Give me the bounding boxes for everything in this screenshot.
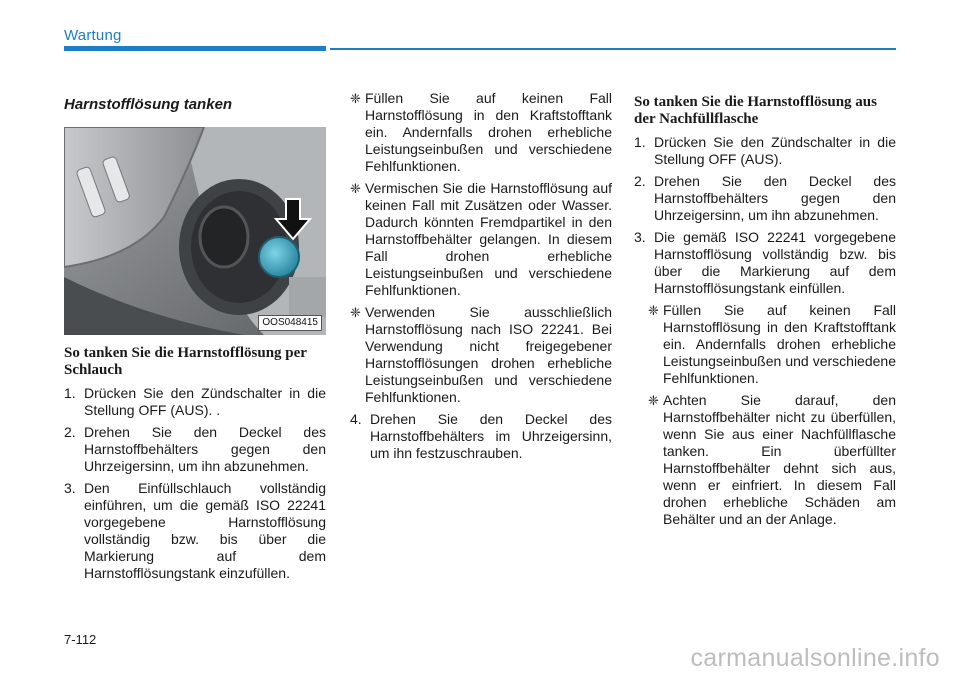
note-text: Füllen Sie auf keinen Fall Harnstofflösung in den Kraftstofftank ein. Andernfalls drohen erhebliche Leistungseinbußen und verschiedene Fehlfunktionen.: [663, 302, 896, 386]
step-number: 1.: [64, 385, 76, 401]
step-text: Drehen Sie den Deckel des Harnstoffbehälters im Uhrzeigersinn, um ihn festzuschrauben.: [370, 411, 612, 461]
note-item: [648, 392, 896, 528]
note-symbol-icon: ❈: [648, 393, 659, 408]
step-number: 3.: [634, 229, 646, 245]
step-number: 2.: [64, 424, 76, 440]
note-text: Verwenden Sie ausschließlich Harnstofflösung nach ISO 22241. Bei Verwendung nicht freigegebener Harnstofflösungen drohen erhebliche Leistungseinbußen und verschiedene Fehlfunktionen.: [365, 304, 612, 405]
section-label: Wartung: [64, 27, 122, 44]
note-item: [350, 180, 612, 299]
step-number: 4.: [350, 411, 362, 427]
header-rule-thick: [64, 46, 326, 51]
step-text: Drehen Sie den Deckel des Harnstoffbehälters gegen den Uhrzeigersinn, um ihn abzunehmen.: [84, 424, 326, 474]
fuel-door-photo: [64, 127, 326, 335]
list-item: [634, 229, 896, 297]
column-2: [350, 90, 612, 467]
column-1: [64, 90, 326, 587]
list-item: [634, 134, 896, 168]
list-item: [64, 480, 326, 582]
note-item: [350, 90, 612, 175]
step-text: Drehen Sie den Deckel des Harnstoffbehälters gegen den Uhrzeigersinn, um ihn abzunehmen.: [654, 173, 896, 223]
step-text: Die gemäß ISO 22241 vorgegebene Harnstofflösung vollständig bzw. bis über die Markierung auf dem Harnstofflösungstank einfüllen.: [654, 229, 896, 296]
watermark: carmanualsonline.info: [690, 644, 940, 672]
column-3: [634, 90, 896, 533]
step-number: 2.: [634, 173, 646, 189]
step-number: 3.: [64, 480, 76, 496]
step-number: 1.: [634, 134, 646, 150]
page-number: 7-112: [64, 632, 97, 647]
fuel-door-illustration: [64, 127, 326, 335]
subheading-bottle: So tanken Sie die Harnstofflösung aus der Nachfüllflasche: [634, 94, 877, 127]
list-item: [64, 424, 326, 475]
step-text: Drücken Sie den Zündschalter in die Stellung OFF (AUS). .: [84, 385, 326, 418]
list-item: [64, 385, 326, 419]
note-symbol-icon: ❈: [350, 91, 361, 106]
note-text: Füllen Sie auf keinen Fall Harnstofflösung in den Kraftstofftank ein. Andernfalls drohen erhebliche Leistungseinbußen und verschiedene Fehlfunktionen.: [365, 90, 612, 174]
header-rule-thin: [330, 48, 896, 50]
note-symbol-icon: ❈: [350, 305, 361, 320]
note-item: [648, 302, 896, 387]
step-text: Drücken Sie den Zündschalter in die Stellung OFF (AUS).: [654, 134, 896, 167]
step-text: Den Einfüllschlauch vollständig einführen, um die gemäß ISO 22241 vorgegebene Harnstofflösung vollständig bzw. bis über die Markierung auf dem Harnstofflösungstank einzufüllen.: [84, 480, 326, 581]
list-item: [350, 411, 612, 462]
note-text: Achten Sie darauf, den Harnstoffbehälter nicht zu überfüllen, wenn Sie aus einer Nachfüllflasche tanken. Ein überfüllter Harnstoffbehälter dehnt sich aus, wenn er einfriert. In diesem Fall drohen erhebliche Schäden am Behälter und an der Anlage.: [663, 392, 896, 527]
list-item: [634, 173, 896, 224]
section-title: Harnstofflösung tanken: [64, 96, 233, 113]
note-item: [350, 304, 612, 406]
note-text: Vermischen Sie die Harnstofflösung auf keinen Fall mit Zusätzen oder Wasser. Dadurch könnten Fremdpartikel in den Harnstoffbehälter gelangen. In diesem Fall drohen erhebliche Leistungseinbußen und verschiedene Fehlfunktionen.: [365, 180, 612, 298]
subheading-hose: So tanken Sie die Harnstofflösung per Schlauch: [64, 345, 307, 378]
note-symbol-icon: ❈: [350, 181, 361, 196]
image-code: OOS048415: [258, 315, 322, 331]
note-symbol-icon: ❈: [648, 303, 659, 318]
